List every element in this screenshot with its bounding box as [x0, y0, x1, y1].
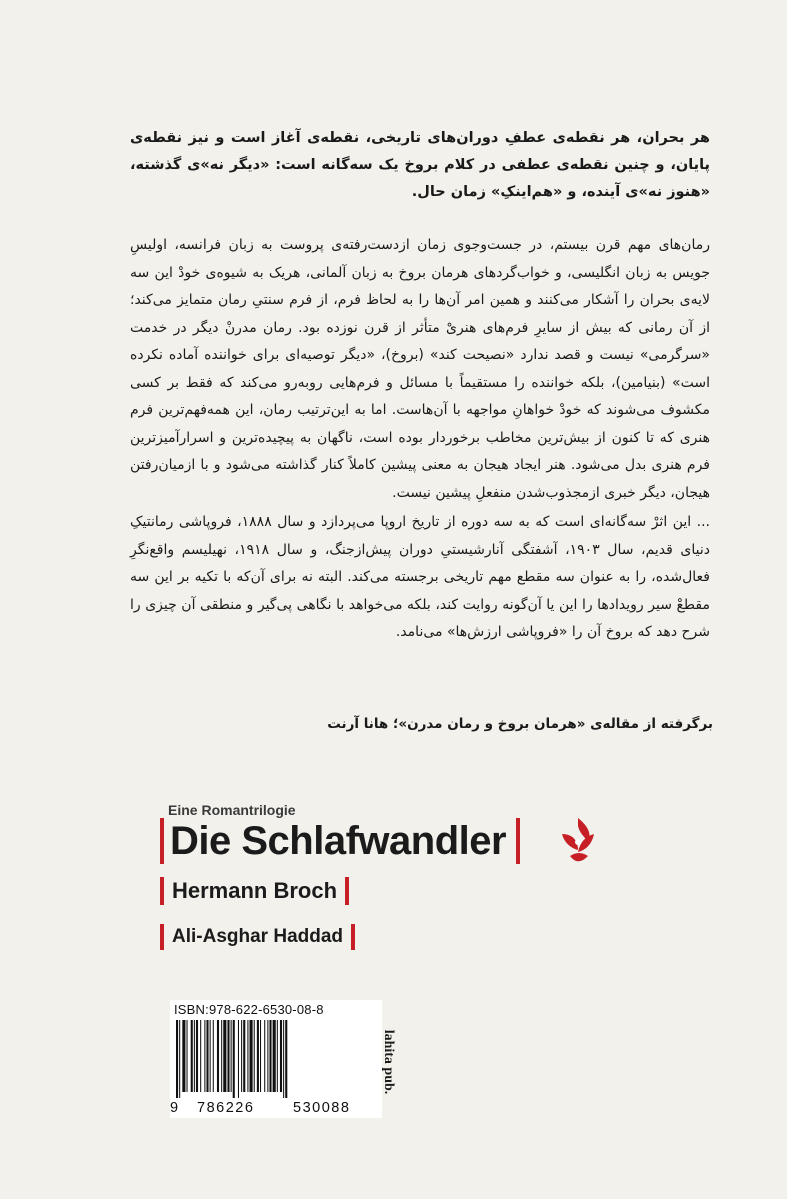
red-bar-right: [516, 818, 520, 864]
quote-attribution: برگرفته از مقاله‌ی «هرمان بروخ و رمان مدرن»؛ هانا آرنت: [327, 716, 713, 732]
translator-name: Ali-Asghar Haddad: [172, 926, 344, 947]
publisher-logo-icon: [548, 812, 608, 872]
book-subtitle: Eine Romantrilogie: [168, 802, 296, 818]
author-name: Hermann Broch: [172, 878, 338, 903]
red-bar-right: [345, 877, 349, 905]
barcode-digits-1: 9: [170, 1100, 180, 1116]
lead-paragraph: هر بحران، هر نقطه‌ی عطفِ دوران‌های تاریخی، نقطه‌ی آغاز است و نیز نقطه‌ی پایان، و چنین نقطه‌ی عطفی در کلام بروخ یک سه‌گانه است: «دیگر نه»ی گذشته، «هنوز نه»ی آینده، و «هم‌اینکِ» زمان حال.: [130, 130, 710, 200]
isbn-label: ISBN:978-622-6530-08-8: [174, 1002, 324, 1017]
red-bar-right: [351, 924, 355, 950]
body-paragraph-2: ... این اثرْ سه‌گانه‌ای است که به سه دوره از تاریخ اروپا می‌پردازد و سال ۱۸۸۸، فروپاشی رمانتیکِ دنیای قدیم، سال ۱۹۰۳، آشفتگی آنارشیستیِ دوران پیش‌ازجنگ، و سال ۱۹۱۸، نهیلیسم واقع‌نگرِ فعال‌شده، را به عنوان سه مقطع مهم تاریخی برجسته می‌کند. البته نه برای آن‌که با تکیه بر این سه مقطعْ سیر رویدادها را این یا آن‌گونه روایت کند، بلکه می‌خواهد با نگاهی پی‌گیر و منطقی آن چیزی را شرح دهد که بروخ آن را «فروپاشی ارزش‌ها» می‌نامد.: [130, 514, 710, 640]
red-bar-left: [160, 818, 164, 864]
red-bar-left: [160, 924, 164, 950]
author-row: [160, 877, 349, 905]
book-title: Die Schlafwandler: [170, 819, 507, 863]
translator-row: [160, 924, 355, 950]
barcode-digits-3: 530088: [293, 1100, 351, 1116]
barcode-digits-2: 786226: [197, 1100, 255, 1116]
red-bar-left: [160, 877, 164, 905]
body-text: [130, 232, 710, 649]
title-row: [160, 818, 520, 864]
body-paragraph-1: رمان‌های مهم قرن بیستم، در جست‌وجوی زمان ازدست‌رفته‌ی پروست به زبان فرانسه، اولیسِ جویس به زبان انگلیسی، و خواب‌گردهای هرمان بروخ به زبان آلمانی، هریک به شیوه‌ی خودْ این سه لایه‌ی بحران را آشکار می‌کنند و همین امر آن‌ها را به لحاظ فرم، از فرم سنتیِ رمان متمایز می‌کند؛ از آن رمانی که بیش از سایرِ فرم‌های هنریْ متأثر از قرن نوزده بود. رمان مدرنْ دیگر در خدمت «سرگرمی» نیست و قصد ندارد «نصیحت کند» (بروخ)، «دیگر توصیه‌ای برای خواننده آماده نکرده است» (بنیامین)، بلکه خواننده را مستقیماً با مسائل و فرم‌هایی روبه‌رو می‌کند که فقط بر کسی مکشوف می‌شوند که خودْ خواهانِ مواجهه با آن‌هاست. اما به این‌ترتیب رمان، این همه‌فهم‌ترین فرم هنری که تا کنون از بیش‌ترین مخاطب برخوردار بوده است، ناگهان به پیچیده‌ترین و اسرارآمیزترین فرم هنری بدل می‌شود. هنر ایجاد هیجان به معنی پیشین کاملاً کنار گذاشته می‌شود و با ازمیان‌رفتن هیجان، دیگر خبری ازمجذوب‌شدن منفعلِ پیشین نیست.: [130, 237, 710, 501]
barcode-icon: [174, 1020, 379, 1098]
publisher-name: lahita pub.: [381, 1029, 396, 1095]
